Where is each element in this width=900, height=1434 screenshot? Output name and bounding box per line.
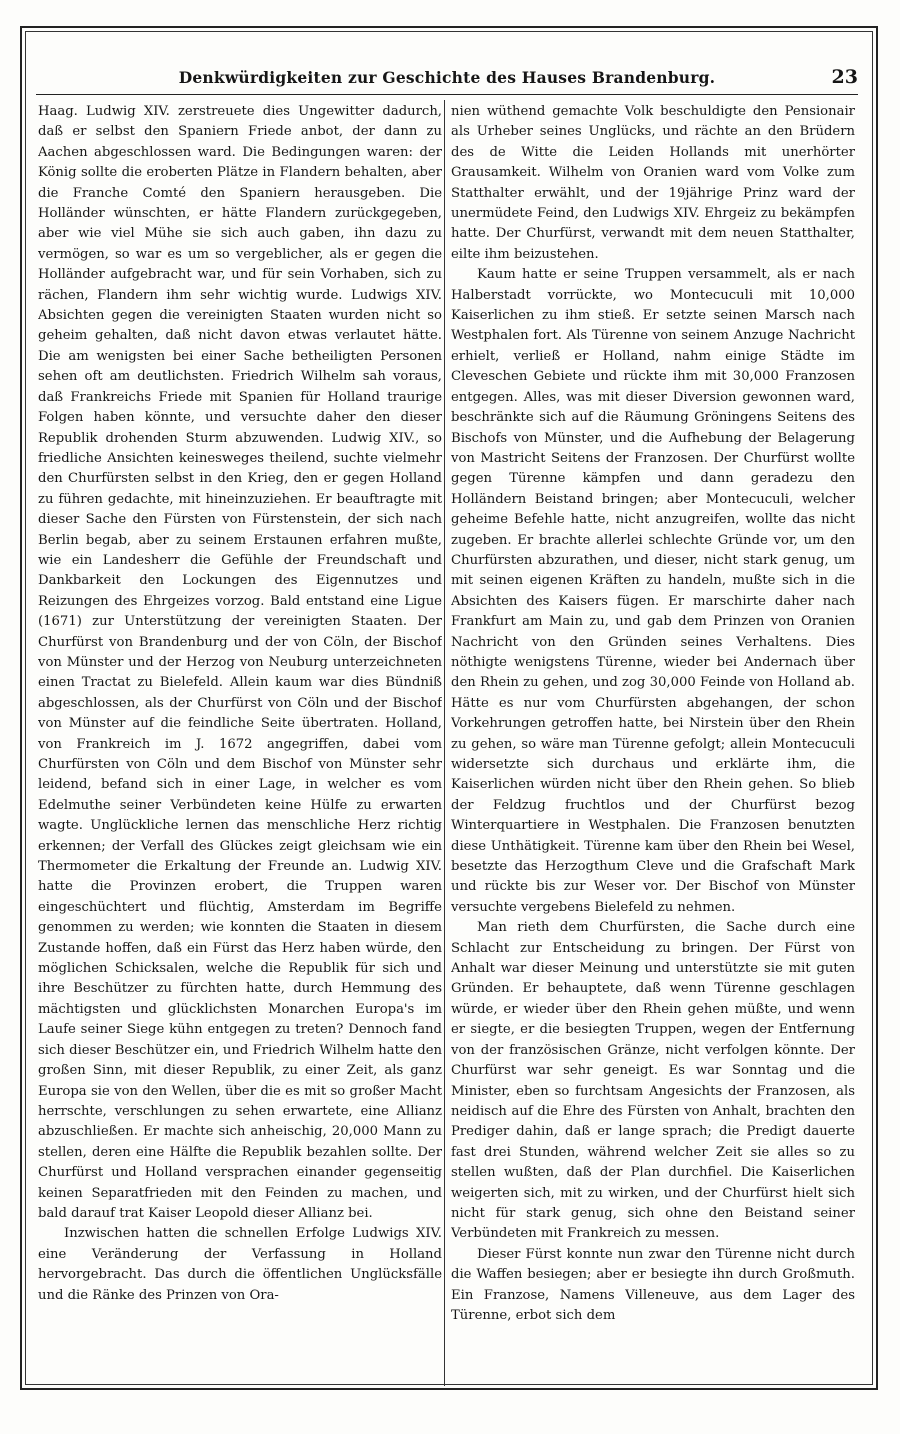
paragraph: Man rieth dem Churfürsten, die Sache durch eine Schlacht zur Entscheidung zu bringen. Der Fürst von Anhalt war dieser Meinung und unterstützte sie mit guten Gründen. Er behauptete, daß wenn Türenne geschlagen würde, er wieder über den Rhein gehen müßte, und wenn er siegte, er die besiegten Truppen, wegen der Entfernung von der französischen Gränze, nicht verfolgen könnte. Der Churfürst war sehr geneigt. Es war Sonntag und die Minister, eben so furchtsam Angesichts der Franzosen, als neidisch auf die Ehre des Fürsten von Anhalt, brachten den Prediger dahin, daß er lange sprach; die Predigt dauerte fast drei Stunden, während welcher Zeit sie alles so zu stellen wußten, daß der Plan durchfiel. Die Kaiserlichen weigerten sich, mit zu wirken, und der Churfürst hielt sich nicht für stark genug, sich ohne den Beistand seiner Verbündeten mit Frankreich zu messen. — [451, 920, 855, 1242]
page-header — [36, 68, 858, 95]
paragraph: Kaum hatte er seine Truppen versammelt, als er nach Halberstadt vorrückte, wo Montecuculi mit 10,000 Kaiserlichen zu ihm stieß. Er setzte seinen Marsch nach Westphalen fort. Als Türenne von seinem Anzuge Nachricht erhielt, verließ er Holland, nahm einige Städte im Cleveschen Gebiete und rückte ihm mit 30,000 Franzosen entgegen. Alles, was mit dieser Diversion gewonnen ward, beschränkte sich auf die Räumung Gröningens Seitens des Bischofs von Münster, und die Aufhebung der Belagerung von Mastricht Seitens der Franzosen. Der Churfürst wollte gegen Türenne kämpfen und dann geradezu den Holländern Beistand bringen; aber Montecuculi, welcher geheime Befehle hatte, nicht anzugreifen, wollte das nicht zugeben. Er brachte allerlei schlechte Gründe vor, um den Churfürsten abzurathen, und dieser, nicht stark genug, um mit seinen eigenen Kräften zu handeln, mußte sich in die Absichten des Kaisers fügen. Er marschirte daher nach Frankfurt am Main zu, und gab dem Prinzen von Oranien Nachricht von den Gründen seines Verhaltens. Dies nöthigte wenigstens Türenne, wieder bei Andernach über den Rhein zu gehen, und zog 30,000 Feinde von Holland ab. Hätte es nur vom Churfürsten abgehangen, der schon Vorkehrungen getroffen hatte, bei Nirstein über den Rhein zu gehen, so wäre man Türenne gefolgt; allein Montecuculi widersetzte sich durchaus und erklärte ihm, die Kaiserlichen würden nicht über den Rhein gehen. So blieb der Feldzug fruchtlos und der Churfürst bezog Winterquartiere in Westphalen. Die Franzosen benutzten diese Unthätigkeit. Türenne kam über den Rhein bei Wesel, besetzte das Herzogthum Cleve und die Grafschaft Mark und rückte bis zur Weser vor. Der Bischof von Münster versuchte vergebens Bielefeld zu nehmen. — [451, 267, 855, 915]
running-title: Denkwürdigkeiten zur Geschichte des Hauses Brandenburg. — [178, 68, 716, 87]
right-column — [451, 102, 855, 1377]
page-number: 23 — [831, 66, 858, 88]
left-column — [38, 102, 442, 1377]
paragraph: nien wüthend gemachte Volk beschuldigte den Pensionair als Urheber seines Unglücks, und rächte an den Brüdern des de Witte die Leiden Hollands mit unerhörter Grausamkeit. Wilhelm von Oranien ward vom Volke zum Statthalter erwählt, und der 19jährige Prinz ward der unermüdete Feind, den Ludwigs XIV. Ehrgeiz zu bekämpfen hatte. Der Churfürst, verwandt mit dem neuen Statthalter, eilte ihm beizustehen. — [451, 104, 855, 262]
column-divider — [444, 100, 445, 1386]
paragraph: Inzwischen hatten die schnellen Erfolge Ludwigs XIV. eine Veränderung der Verfassung in Holland hervorgebracht. Das durch die öffentlichen Unglücksfälle und die Ränke des Prinzen von Ora- — [38, 1226, 442, 1303]
paragraph: Dieser Fürst konnte nun zwar den Türenne nicht durch die Waffen besiegen; aber er besiegte ihn durch Großmuth. Ein Franzose, Namens Villeneuve, aus dem Lager des Türenne, erbot sich dem — [451, 1246, 855, 1323]
paragraph: Haag. Ludwig XIV. zerstreuete dies Ungewitter dadurch, daß er selbst den Spaniern Friede anbot, der dann zu Aachen abgeschlossen ward. Die Bedingungen waren: der König sollte die eroberten Plätze in Flandern behalten, aber die Franche Comté den Spaniern herausgeben. Die Holländer wünschten, er hätte Flandern zurückgegeben, aber wie viel Mühe sie sich auch gaben, ihn dazu zu vermögen, so war es um so vergeblicher, als er gegen die Holländer aufgebracht war, und für sein Vorhaben, sich zu rächen, Flandern ihm sehr wichtig wurde. Ludwigs XIV. Absichten gegen die vereinigten Staaten wurden nicht so geheim gehalten, daß nicht davon etwas verlautet hätte. Die am wenigsten bei einer Sache betheiligten Personen sehen oft am deutlichsten. Friedrich Wilhelm sah voraus, daß Frankreichs Friede mit Spanien für Holland traurige Folgen haben könnte, und versuchte daher den dieser Republik drohenden Sturm abzuwenden. Ludwig XIV., so friedliche Ansichten keinesweges theilend, suchte vielmehr den Churfürsten selbst in den Krieg, den er gegen Holland zu führen gedachte, mit hineinzuziehen. Er beauftragte mit dieser Sache den Fürsten von Fürstenstein, der sich nach Berlin begab, aber zu seinem Erstaunen erfahren mußte, wie ein Landesherr die Gefühle der Freundschaft und Dankbarkeit den Lockungen des Eigennutzes und Reizungen des Ehrgeizes vorzog. Bald entstand eine Ligue (1671) zur Unterstützung der vereinigten Staaten. Der Churfürst von Brandenburg und der von Cöln, der Bischof von Münster und der Herzog von Neuburg unterzeichneten einen Tractat zu Bielefeld. Allein kaum war dies Bündniß abgeschlossen, als der Churfürst von Cöln und der Bischof von Münster auf die feindliche Seite übertraten. Holland, von Frankreich im J. 1672 angegriffen, dabei vom Churfürsten von Cöln und dem Bischof von Münster sehr leidend, befand sich in einer Lage, in welcher es vom Edelmuthe seiner Verbündeten keine Hülfe zu erwarten wagte. Unglückliche lernen das menschliche Herz richtig erkennen; der Verfall des Glückes zeigt gleichsam wie ein Thermometer die Erkaltung der Freunde an. Ludwig XIV. hatte die Provinzen erobert, die Truppen waren eingeschüchtert und flüchtig, Amsterdam im Begriffe genommen zu werden; wie konnten die Staaten in diesem Zustande hoffen, daß ein Fürst das Herz haben würde, den möglichen Schicksalen, welche die Republik für sich und ihre Beschützer zu fürchten hatte, durch Hemmung des mächtigsten und glücklichsten Monarchen Europa's im Laufe seiner Siege kühn entgegen zu treten? Dennoch fand sich dieser Beschützer ein, und Friedrich Wilhelm hatte den großen Sinn, mit dieser Republik, zu einer Zeit, als ganz Europa sie von den Wellen, über die es mit so großer Macht herrschte, verschlungen zu sehen erwartete, eine Allianz abzuschließen. Er machte sich anheischig, 20,000 Mann zu stellen, deren eine Hälfte die Republik bezahlen sollte. Der Churfürst und Holland versprachen einander gegenseitig keinen Separatfrieden mit den Feinden zu machen, und bald darauf trat Kaiser Leopold dieser Allianz bei. — [38, 104, 442, 1221]
